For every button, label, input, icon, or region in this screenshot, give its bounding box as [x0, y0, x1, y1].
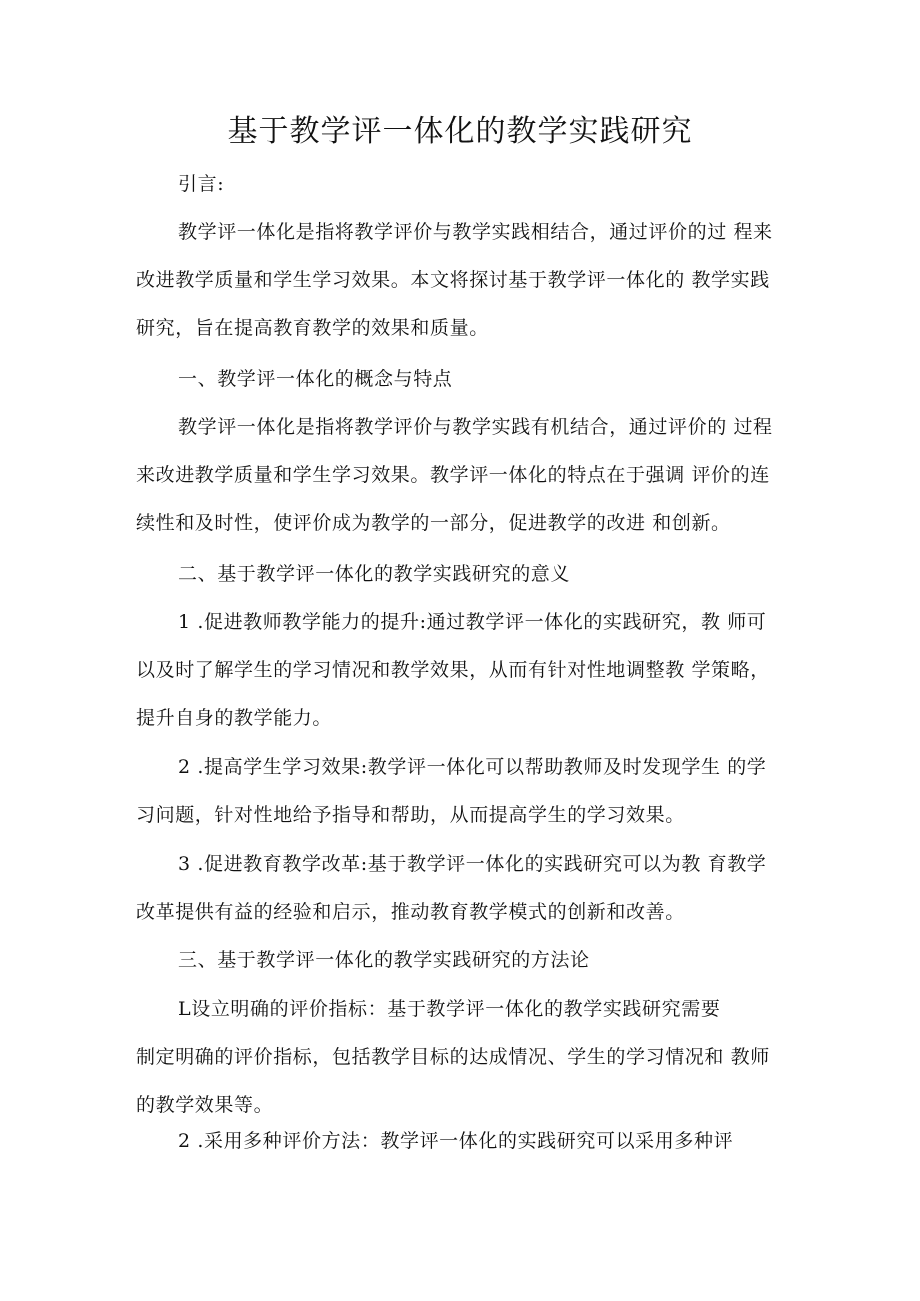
document-title: 基于教学评一体化的教学实践研究 — [227, 114, 693, 149]
paragraph-line: 来改进教学质量和学生学习效果。教学评一体化的特点在于强调 评价的连 — [136, 464, 770, 486]
list-item-line: 制定明确的评价指标，包括教学目标的达成情况、学生的学习情况和 教师 — [136, 1046, 770, 1068]
list-item-line: 2 .采用多种评价方法：教学评一体化的实践研究可以采用多种评 — [178, 1130, 734, 1152]
paragraph-line: 教学评一体化是指将教学评价与教学实践相结合，通过评价的过 程来 — [178, 221, 773, 243]
intro-heading: 引言: — [178, 173, 225, 195]
paragraph-line: 续性和及时性，使评价成为教学的一部分，促进教学的改进 和创新。 — [136, 512, 731, 534]
paragraph-line: 改进教学质量和学生学习效果。本文将探讨基于教学评一体化的 教学实践 — [136, 269, 770, 291]
list-item-line: 2 .提高学生学习效果:教学评一体化可以帮助教师及时发现学生 的学 — [178, 756, 767, 778]
section-heading: 二、基于教学评一体化的教学实践研究的意义 — [178, 563, 571, 585]
list-item-line: 1 .促进教师教学能力的提升:通过教学评一体化的实践研究，教 师可 — [178, 611, 767, 633]
list-item-line: 的教学效果等。 — [136, 1094, 274, 1116]
section-heading: 三、基于教学评一体化的教学实践研究的方法论 — [178, 949, 590, 971]
list-item-line: L设立明确的评价指标：基于教学评一体化的教学实践研究需要 — [178, 998, 721, 1020]
section-heading: 一、教学评一体化的概念与特点 — [178, 368, 453, 390]
paragraph-line: 教学评一体化是指将教学评价与教学实践有机结合，通过评价的 过程 — [178, 416, 773, 438]
list-item-line: 习问题，针对性地给予指导和帮助，从而提高学生的学习效果。 — [136, 804, 685, 826]
list-item-line: 提升自身的教学能力。 — [136, 707, 333, 729]
list-item-line: 以及时了解学生的学习情况和教学效果，从而有针对性地调整教 学策略， — [136, 659, 770, 681]
list-item-line: 3 .促进教育教学改革:基于教学评一体化的实践研究可以为教 育教学 — [178, 853, 767, 875]
paragraph-line: 研究，旨在提高教育教学的效果和质量。 — [136, 317, 489, 339]
list-item-line: 改革提供有益的经验和启示，推动教育教学模式的创新和改善。 — [136, 901, 685, 923]
